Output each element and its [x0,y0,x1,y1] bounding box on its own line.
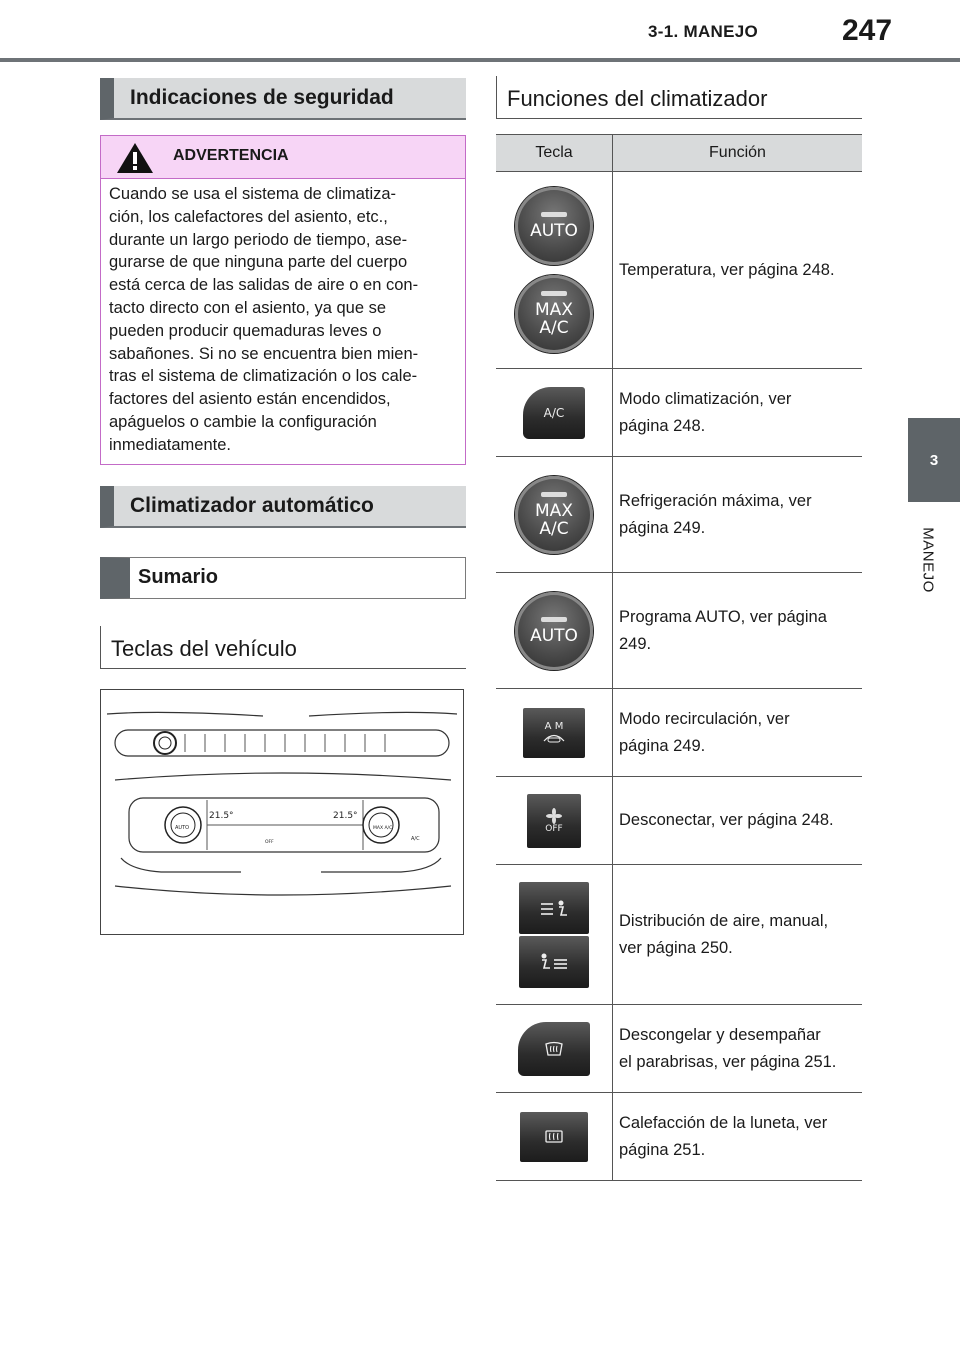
air-flow-lower-icon [539,952,569,972]
function-text: Modo recirculación, ver [619,709,790,728]
air-distribution-upper-button-icon [519,882,589,934]
climate-functions-heading: Funciones del climatizador [496,76,862,119]
function-cell [613,1093,862,1180]
chapter-label [903,505,953,615]
table-row [496,777,862,865]
safety-heading: Indicaciones de seguridad [100,78,466,120]
table-row [496,172,862,369]
panel-max-ac-label: MAX A/C [373,826,393,831]
panel-ac-label: A/C [411,836,420,842]
key-cell [496,689,613,776]
warning-line: pueden producir quemaduras leves o [109,321,382,340]
function-text: Modo climatización, ver [619,389,792,408]
max-ac-button-icon: MAX A/C [515,476,593,554]
warning-line: apáguelos o cambie la configuración [109,412,377,431]
function-text: ver página 250. [619,938,733,957]
key-cell [496,573,613,688]
max-ac-button-icon: MAX A/C [515,275,593,353]
air-distribution-lower-button-icon [519,936,589,988]
key-cell [496,457,613,572]
function-cell [613,689,862,776]
car-recirculation-icon [541,732,567,744]
function-text: página 249. [619,518,706,537]
warning-header [101,136,465,179]
panel-auto-label: AUTO [175,825,190,831]
rear-window-heating-button-icon [520,1112,588,1162]
auto-button-icon: AUTO [515,592,593,670]
vehicle-keys-heading: Teclas del vehículo [100,626,466,669]
function-text: Desconectar, ver página 248. [619,811,834,829]
table-row [496,573,862,689]
warning-line: ción, los calefactores del asiento, etc., [109,207,388,226]
function-text: Temperatura, ver página 248. [619,260,835,279]
function-text: página 248. [619,416,706,435]
rear-window-heating-icon [544,1129,564,1145]
panel-temp-right: 21.5° [333,811,358,821]
warning-line: tras el sistema de climatización o los cale- [109,367,418,386]
warning-title: ADVERTENCIA [173,147,289,164]
chapter-label-text: MANEJO [919,527,937,593]
key-cell [496,369,613,456]
function-text: Programa AUTO, ver página [619,607,827,626]
function-text: Refrigeración máxima, ver [619,491,812,510]
function-cell [613,573,862,688]
page-number: 247 [842,14,893,47]
warning-line: inmediatamente. [109,435,231,454]
warning-line: sabañones. Si no se encuentra bien mien- [109,344,419,363]
table-header-row [496,134,862,172]
key-cell [496,1093,613,1180]
function-cell [613,865,862,1004]
header-rule [0,58,960,62]
function-cell [613,777,862,864]
warning-line: durante un largo periodo de tiempo, ase- [109,230,408,249]
key-cell [496,865,613,1004]
warning-triangle-icon [115,141,155,175]
auto-button-icon: AUTO [515,187,593,265]
function-text: Calefacción de la luneta, ver [619,1113,828,1132]
recirculation-button-icon: A M [523,708,585,758]
functions-table [496,134,862,1181]
running-header-section: 3-1. MANEJO [648,22,759,41]
function-cell [613,172,862,368]
warning-line: está cerca de las salidas de aire o en con- [109,276,419,295]
warning-text [101,179,465,457]
warning-box [100,135,466,465]
table-row [496,689,862,777]
fan-off-button-icon: OFF [527,794,581,848]
column-header-function: Función [709,144,766,161]
table-row [496,457,862,573]
table-row [496,369,862,457]
dashboard-drawing [101,690,463,934]
chapter-tab: 3 [908,418,960,502]
table-row [496,1093,862,1181]
warning-line: Cuando se usa el sistema de climatiza- [109,185,397,203]
function-text: Distribución de aire, manual, [619,911,829,930]
function-text: página 251. [619,1140,706,1159]
key-cell [496,172,613,368]
auto-climate-heading: Climatizador automático [100,486,466,528]
function-text: página 249. [619,736,706,755]
warning-line: factores del asiento están encendidos, [109,390,391,409]
air-flow-upper-icon [539,898,569,918]
function-cell [613,457,862,572]
ac-button-icon: A/C [523,387,585,439]
climate-panel-illustration [100,689,464,935]
table-row [496,865,862,1005]
fan-icon [546,808,562,824]
summary-heading: Sumario [100,557,466,599]
panel-temp-left: 21.5° [209,811,234,821]
function-text: el parabrisas, ver página 251. [619,1052,837,1071]
key-cell [496,1005,613,1092]
windshield-defrost-button-icon [518,1022,590,1076]
warning-line: gurarse de que ninguna parte del cuerpo [109,253,408,272]
panel-off-label: OFF [265,840,274,845]
function-cell [613,369,862,456]
function-text: 249. [619,634,652,653]
windshield-defrost-icon [544,1041,564,1057]
column-header-key: Tecla [496,135,613,171]
table-row [496,1005,862,1093]
function-text: Descongelar y desempañar [619,1025,821,1044]
warning-line: tacto directo con el asiento, ya que se [109,298,387,317]
function-cell [613,1005,862,1092]
key-cell [496,777,613,864]
